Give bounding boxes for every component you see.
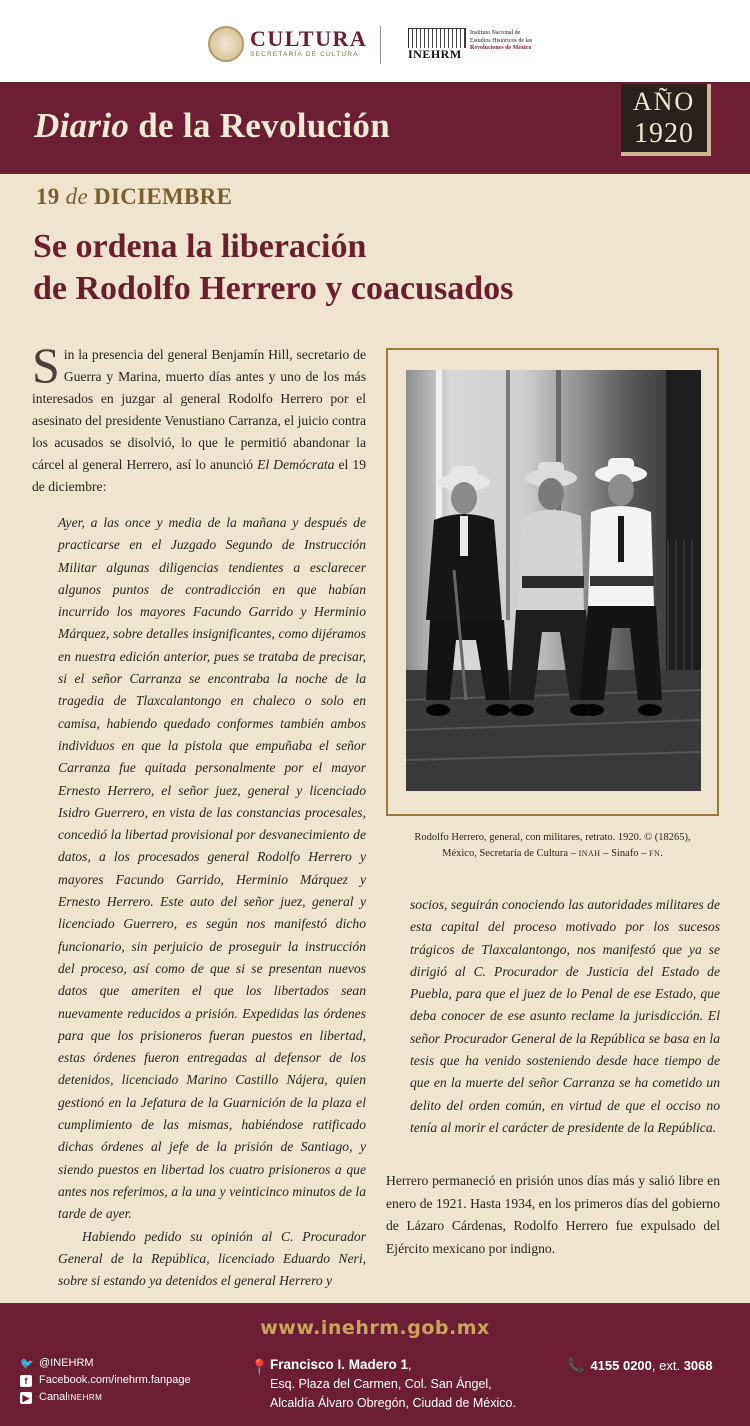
phone-icon: 📞 — [567, 1357, 585, 1373]
caption-line1: Rodolfo Herrero, general, con militares, retrato. 1920. © (18265), — [414, 832, 691, 843]
address-street: Francisco I. Madero 1 — [270, 1357, 409, 1372]
headline-line2: de Rodolfo Herrero y coacusados — [33, 270, 514, 307]
caption-line2b: – Sinafo – — [600, 848, 649, 859]
twitter-icon: 🐦 — [20, 1357, 34, 1370]
inehrm-fullname — [470, 30, 550, 53]
drop-cap: S — [32, 337, 60, 393]
headline-line1: Se ordena la liberación — [33, 228, 367, 265]
building-icon — [408, 28, 466, 48]
year-label: AÑO — [632, 87, 696, 116]
quote-paragraph-1: Ayer, a las once y media de la mañana y después de practicarse en el Juzgado Segundo de Instrucción Militar algunas diligencias tendientes a esclarecer algunos puntos de contradicción en que habían incurrido los mayores Facundo Garrido y Herminio Márquez, sobre detalles insignificantes, como dijéramos en nuestra edición anterior, pues se trataba de precisar, si el señor Carranza se encontraba la noche de la tragedia de Tlaxcalantongo en chaleco o solo en camisa, habiendo quedado conformes también ambos individuos en que la pistola que empuñaba el señor Carranza fue quitada personalmente por el mayor Ernesto Herrero, el señor juez, general y licenciado Isidro Guerrero, en vista de las constancias procesales, concedió la libertad provisional por desvanecimiento de datos, a los procesados general Rodolfo Herrero y mayores Facundo Garrido, Herminio Márquez y Ernesto Herrero. Este auto del señor juez, general y licenciado Guerrero, es según nos manifestó dicho funcionario, sin perjuicio de proseguir la instrucción del proceso, así como de que si se presentan nuevos datos que ameriten el que los libertados sean nuevamente reducidos a prisión. Expedidas las órdenes para que los prisioneros fueran puestos en libertad, estas órdenes fueron entregadas al defensor de los detenidos, licenciado Marino Castillo Nájera, quien gestionó en la Jefatura de la Guarnición de la plaza el cumplimiento de las mismas, habiéndose ratificado dichas órdenes al jefe de la prisión de Santiago, y siendo puestos en libertad los cuatro prisioneros a que antes nos referimos, a la una y veinticinco minutos de la tarde de ayer. — [58, 515, 366, 1222]
social-links — [20, 1355, 191, 1406]
date-day: 19 — [36, 184, 60, 209]
inehrm-line3: Revoluciones de México — [470, 45, 532, 51]
photo-illustration — [406, 370, 701, 791]
footer — [0, 1303, 750, 1426]
caption-fn: FN — [649, 849, 661, 858]
closing-paragraph: Herrero permaneció en prisión unos días más y salió libre en enero de 1921. Hasta 1934, en los primeros días del gobierno de Lázaro Cárdenas, Rodolfo Herrero fue expulsado del Ejército mexicano por indigno. — [386, 1173, 720, 1256]
facebook-url: Facebook.com/inehrm.fanpage — [39, 1374, 191, 1386]
article-date — [36, 184, 232, 210]
inehrm-logo[interactable] — [408, 28, 548, 62]
inehrm-wordmark: INEHRM — [408, 47, 462, 61]
logo-divider — [380, 26, 381, 64]
twitter-handle: @INEHRM — [39, 1357, 94, 1369]
address-line2: Esq. Plaza del Carmen, Col. San Ángel, — [270, 1377, 492, 1391]
date-de: de — [65, 184, 88, 209]
facebook-icon: f — [20, 1375, 32, 1387]
historical-photo[interactable] — [406, 370, 701, 791]
seal-icon — [208, 26, 244, 62]
youtube-icon: ▶ — [20, 1392, 32, 1404]
cultura-wordmark: CULTURA — [250, 26, 368, 51]
cultura-logo[interactable] — [208, 24, 367, 64]
intro-main: in la presencia del general Benjamín Hill, secretario de Guerra y Marina, muerto días antes y uno de los más interesados en juzgar al general Rodolfo Herrero por el asesinato del presidente Venustiano Carranza, el juicio contra los acusados se disolvió, lo que le permitió abandonar la cárcel al general Herrero, así lo anunció — [32, 347, 366, 472]
publication-title — [34, 106, 390, 146]
year-badge — [621, 84, 711, 156]
address-line3: Alcaldía Álvaro Obregón, Ciudad de México. — [270, 1396, 516, 1410]
intro-paragraph — [32, 337, 367, 498]
youtube-prefix: Canal — [39, 1391, 68, 1403]
phone-ext-label: , ext. — [651, 1358, 684, 1373]
title-italic: Diario — [34, 106, 130, 145]
address-comma: , — [408, 1358, 412, 1372]
phone-extension: 3068 — [683, 1358, 713, 1373]
title-rest: de la Revolución — [129, 106, 390, 145]
newspaper-name: El Demócrata — [257, 457, 335, 472]
article-headline — [33, 226, 673, 310]
photo-frame — [386, 348, 719, 816]
quote-paragraph-3: socios, seguirán conociendo las autoridades militares de esta capital del proceso motivado por los sucesos trágicos de Tlaxcalantongo, nos manifestó que ya se dirigió al C. Procurador de Justicia del Estado de Puebla, para que el juez de lo Penal de ese Estado, que deba conocer de ese asunto reclame la jurisdicción. El señor Procurador General de la República se basa en la tesis que ha venido sosteniendo desde hace tiempo de que en la muerte del señor Carranza se ha cometido un delito del orden común, en virtud de que el occiso no tenía al morir el carácter de presidente de la República. — [410, 897, 720, 1135]
location-pin-icon: 📍 — [250, 1359, 269, 1376]
photo-caption — [386, 830, 719, 862]
youtube-link[interactable] — [20, 1389, 191, 1406]
intro-end: el 19 de diciembre: — [32, 457, 367, 494]
quote-left-column — [58, 512, 366, 1292]
caption-line2c: . — [660, 848, 663, 859]
facebook-link[interactable] — [20, 1372, 191, 1389]
cultura-subtitle: SECRETARÍA DE CULTURA — [250, 51, 359, 58]
logo-header — [0, 0, 750, 82]
caption-line2a: México, Secretaría de Cultura – — [442, 848, 579, 859]
caption-inah: INAH — [578, 849, 601, 858]
inehrm-line1: Instituto Nacional de — [470, 30, 521, 36]
phone-contact[interactable] — [567, 1357, 713, 1374]
youtube-channel: INEHRM — [67, 1393, 103, 1402]
address-block — [250, 1355, 516, 1413]
year-value: 1920 — [634, 118, 694, 149]
date-month: DICIEMBRE — [94, 184, 233, 209]
twitter-link[interactable] — [20, 1355, 191, 1372]
quote-paragraph-2: Habiendo pedido su opinión al C. Procurador General de la República, licenciado Eduardo Neri, sobre si estando ya detenidos el general Herrero y — [58, 1228, 366, 1289]
inehrm-line2: Estudios Históricos de las — [470, 37, 533, 44]
phone-number: 4155 0200 — [590, 1358, 652, 1373]
website-link[interactable]: www.inehrm.gob.mx — [260, 1317, 490, 1339]
